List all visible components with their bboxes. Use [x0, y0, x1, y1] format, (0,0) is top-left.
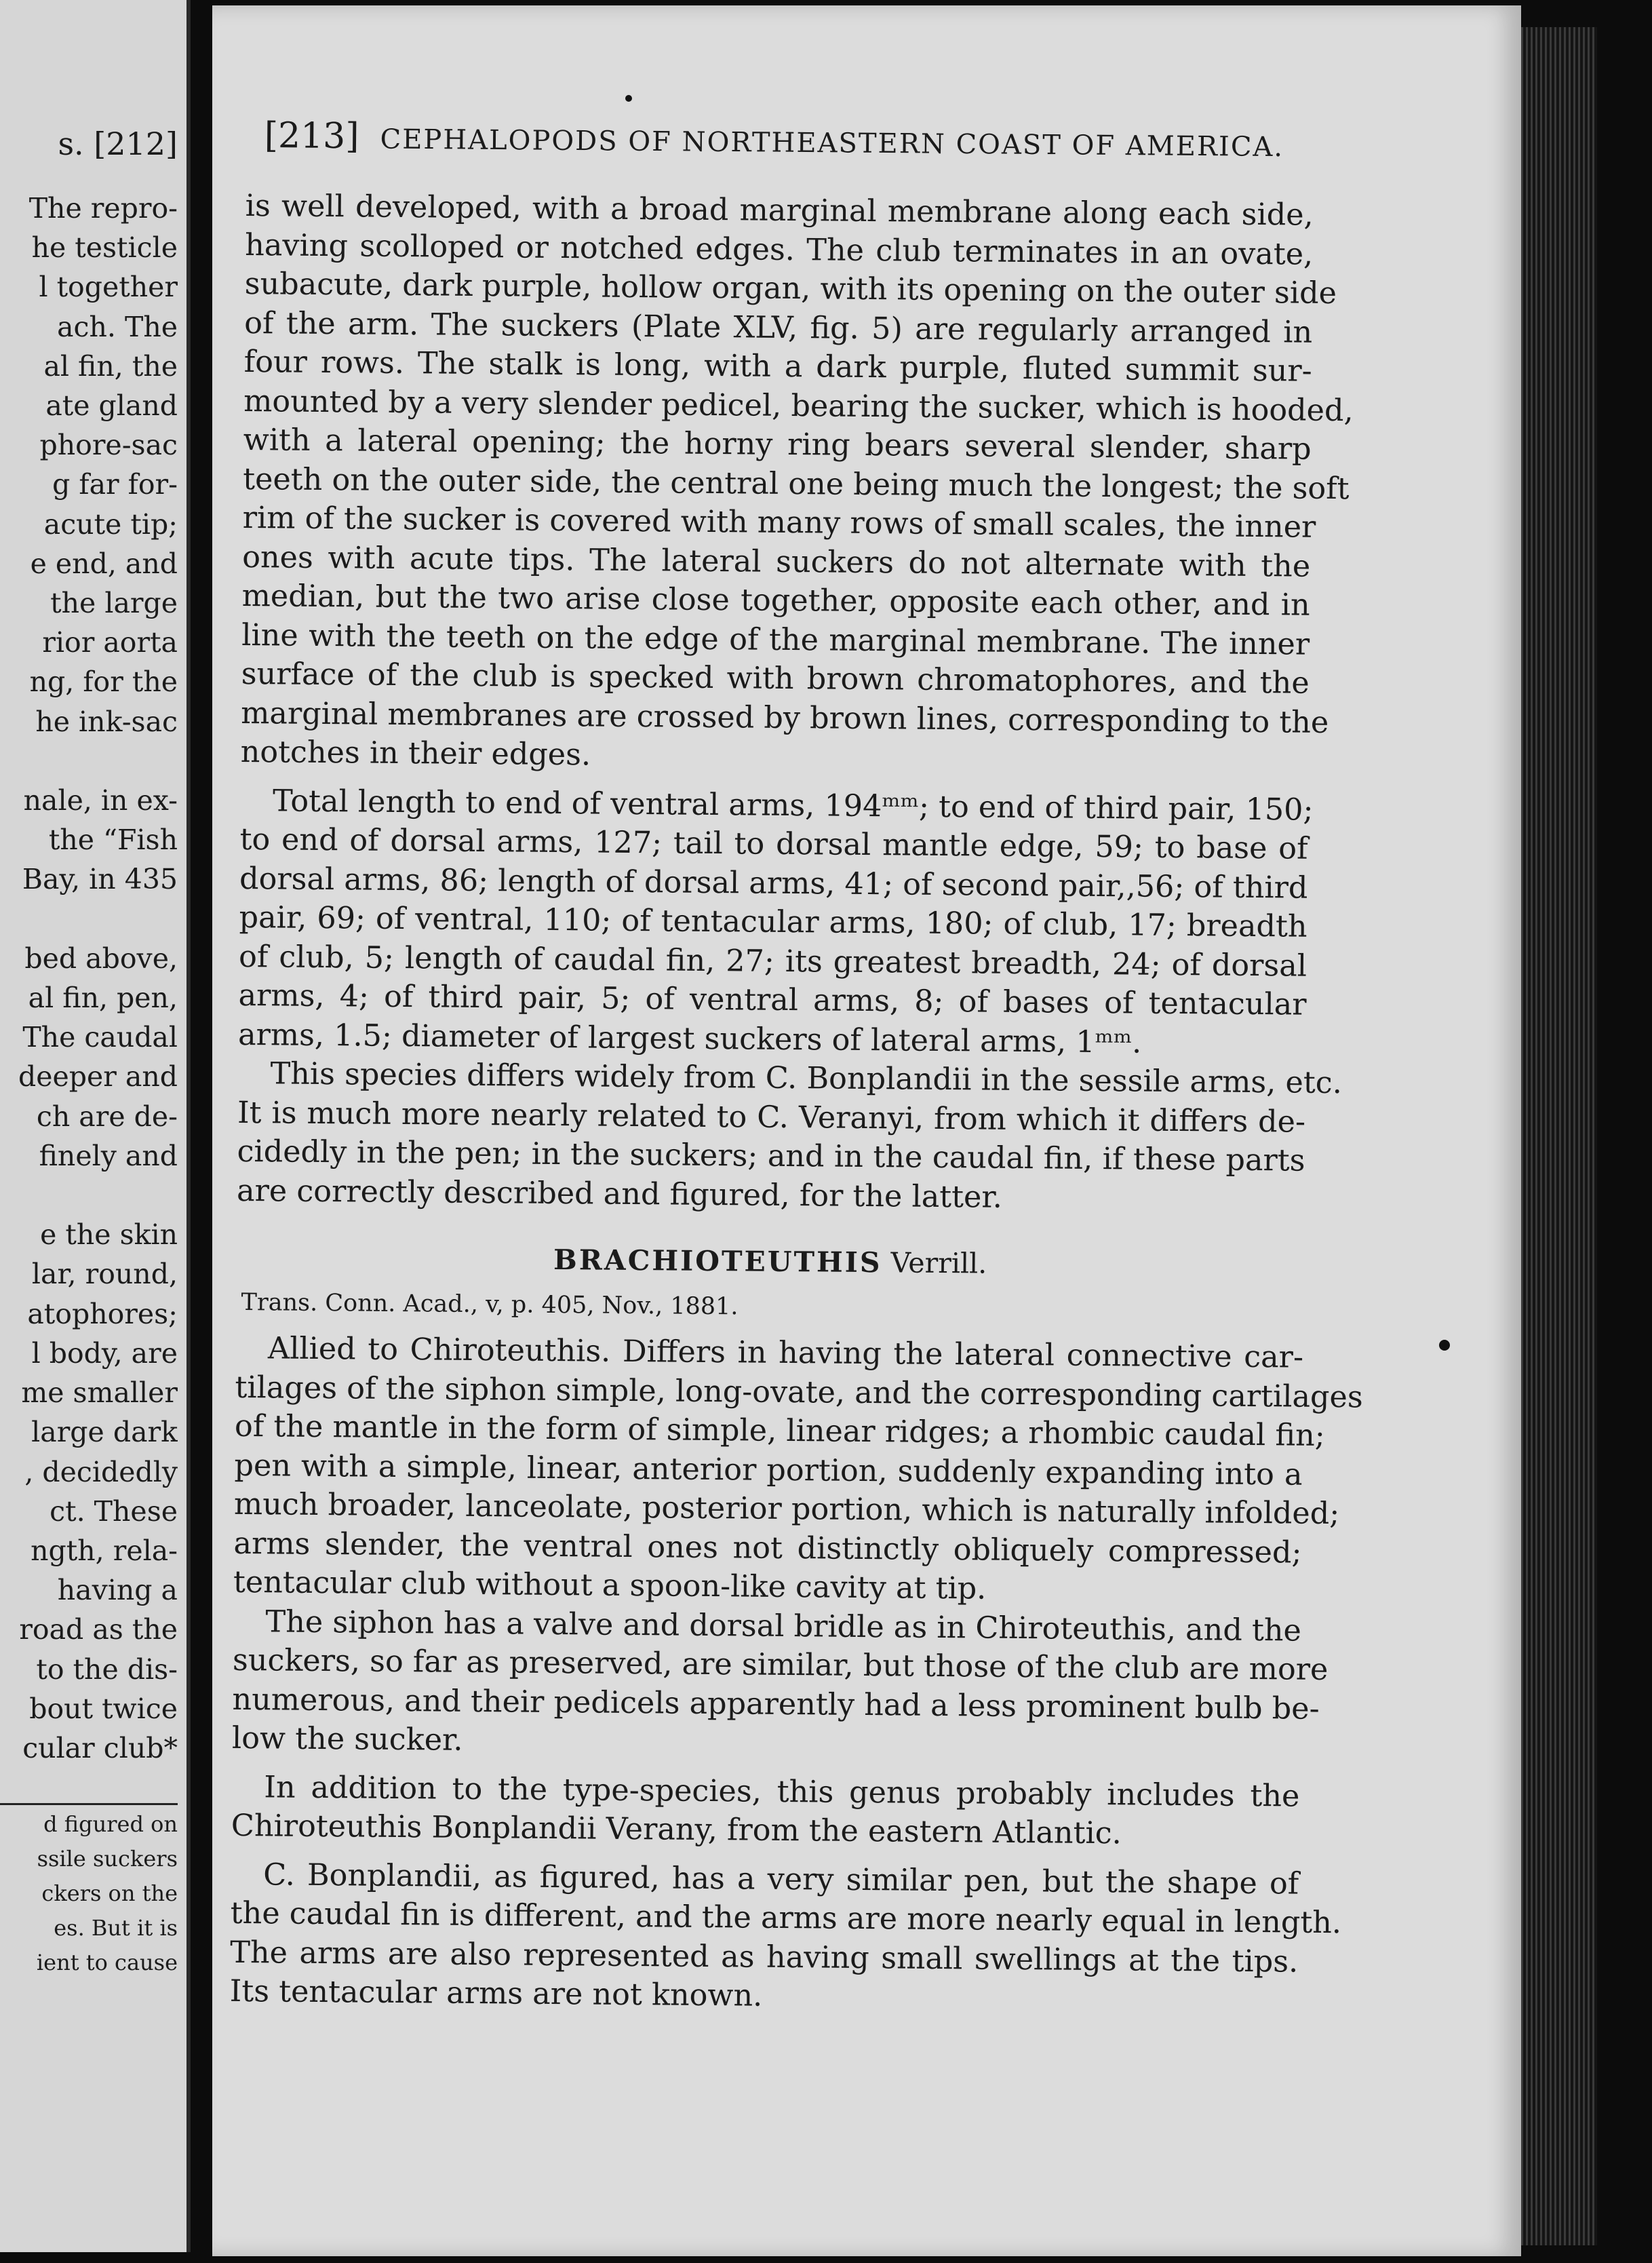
text-line: he ink-sac [35, 705, 178, 738]
text-line: cidedly in the pen; in the suckers; and in the caudal fin, if these parts [237, 1134, 1305, 1178]
text-line: teeth on the outer side, the central one being much the longest; the soft [243, 461, 1350, 506]
text-line: ones with acute tips. The lateral suckers do not alternate with the [242, 539, 1311, 584]
text-line: bout twice [29, 1692, 178, 1725]
paragraph-siphon [231, 1602, 1329, 1767]
text-line: ct. These [50, 1494, 178, 1528]
genus-author: Verrill. [890, 1246, 987, 1280]
paragraph-club-description [240, 187, 1354, 781]
text-line: arms slender, the ventral ones not distinctly obliquely compressed; [233, 1526, 1302, 1570]
text-line: having a [57, 1574, 178, 1607]
text-line: pen with a simple, linear, anterior portion, suddenly expanding into a [234, 1448, 1303, 1492]
text-line: are correctly described and figured, for the latter. [236, 1173, 1003, 1215]
text-line: atophores; [27, 1297, 178, 1330]
text-line: The caudal [22, 1021, 178, 1054]
text-line: e the skin [40, 1218, 178, 1252]
previous-page-header: s. [212] [58, 125, 178, 162]
text-line [0, 1176, 178, 1215]
previous-page-footnotes [0, 1807, 178, 1980]
footnote-line: es. But it is [54, 1915, 178, 1941]
text-line: bed above, [24, 942, 178, 975]
text-line: is well developed, with a broad marginal membrane along each side, [245, 188, 1314, 233]
text-line: to the dis- [36, 1652, 178, 1686]
page-number: [213] [264, 115, 359, 157]
genus-name: BRACHIOTEUTHIS [553, 1243, 882, 1279]
text-line: cular club* [22, 1731, 178, 1764]
previous-page-strip [0, 0, 191, 2252]
text-line: , decidedly [24, 1455, 178, 1488]
text-line: finely and [39, 1139, 178, 1172]
text-line: Its tentacular arms are not known. [229, 1973, 763, 2013]
text-line: mounted by a very slender pedicel, bearing the sucker, which is hooded, [243, 383, 1354, 428]
text-line: low the sucker. [231, 1720, 463, 1758]
text-line: pair, 69; of ventral, 110; of tentacular arms, 180; of club, 17; breadth [239, 900, 1307, 944]
page-edge [1521, 27, 1597, 2245]
text-line: the large [50, 587, 178, 620]
text-line: l body, are [31, 1336, 178, 1370]
text-line: surface of the club is specked with brown chromatophores, and the [241, 656, 1310, 701]
text-line: line with the teeth on the edge of the marginal membrane. The inner [241, 617, 1310, 662]
ink-speck [625, 95, 632, 102]
text-line: The siphon has a valve and dorsal bridle as in Chiroteuthis, and the [265, 1604, 1302, 1648]
text-line: much broader, lanceolate, posterior portion, which is naturally infolded; [233, 1486, 1340, 1532]
text-line: g far for- [52, 468, 178, 501]
footnote-line: ssile suckers [37, 1846, 178, 1872]
text-line: lar, round, [31, 1258, 178, 1291]
text-line: of the arm. The suckers (Plate XLV, fig. 5) are regularly arranged in [244, 305, 1313, 350]
text-line: median, but the two arise close together, opposite each other, and in [241, 578, 1310, 623]
text-line: al fin, pen, [28, 982, 178, 1015]
text-line: ngth, rela- [31, 1534, 178, 1567]
footnote-rule [0, 1803, 178, 1805]
text-line: e end, and [30, 547, 178, 580]
text-line: arms, 1.5; diameter of largest suckers of lateral arms, 1ᵐᵐ. [237, 1017, 1142, 1060]
text-line: the “Fish [48, 824, 178, 857]
text-line: arms, 4; of third pair, 5; of ventral arms, 8; of bases of tentacular [238, 978, 1307, 1022]
text-line: ach. The [57, 310, 178, 343]
text-line: me smaller [21, 1376, 178, 1410]
text-line [0, 741, 178, 781]
running-title: CEPHALOPODS OF NORTHEASTERN COAST OF AMERICA. [380, 123, 1284, 163]
text-line: of the mantle in the form of simple, linear ridges; a rhombic caudal fin; [234, 1408, 1325, 1453]
paragraph-measurements [237, 781, 1314, 1063]
text-line: Allied to Chiroteuthis. Differs in having the lateral connective car- [267, 1331, 1304, 1375]
running-header [264, 115, 1284, 178]
text-line: large dark [31, 1416, 178, 1449]
footnote-line: d figured on [43, 1811, 178, 1837]
text-line: suckers, so far as preserved, are similar, but those of the club are more [232, 1642, 1329, 1688]
text-line: The repro- [28, 192, 178, 225]
text-line: al fin, the [43, 349, 178, 383]
text-line: with a lateral opening; the horny ring bears several slender, sharp [243, 422, 1312, 467]
text-line: deeper and [18, 1060, 178, 1094]
text-line: In addition to the type-species, this genus probably includes the [264, 1769, 1300, 1814]
text-line: marginal membranes are crossed by brown lines, corresponding to the [241, 695, 1329, 740]
text-line: ng, for the [29, 665, 178, 699]
text-line: of club, 5; length of caudal fin, 27; its greatest breadth, 24; of dorsal [238, 939, 1307, 984]
text-line: The arms are also represented as having small swellings at the tips. [230, 1935, 1299, 1979]
text-line: It is much more nearly related to C. Veranyi, from which it differs de- [237, 1095, 1306, 1140]
text-line: ch are de- [36, 1100, 178, 1133]
footnote-line: ckers on the [41, 1880, 178, 1906]
text-line: the caudal fin is different, and the arms are more nearly equal in length. [230, 1895, 1342, 1941]
text-line: nale, in ex- [23, 784, 178, 817]
text-line: subacute, dark purple, hollow organ, with its opening on the outer side [244, 266, 1337, 311]
text-line: acute tip; [43, 507, 178, 541]
text-line: having scolloped or notched edges. The club terminates in an ovate, [245, 227, 1314, 272]
text-line [0, 900, 178, 939]
paragraph-allied [233, 1329, 1363, 1611]
text-line: numerous, and their pedicels apparently had a less prominent bulb be- [232, 1682, 1320, 1726]
text-line: dorsal arms, 86; length of dorsal arms, 41; of second pair,,56; of third [239, 861, 1308, 906]
text-line: rior aorta [42, 626, 178, 659]
text-line: tentacular club without a spoon-like cavity at tip. [233, 1564, 987, 1606]
text-line: C. Bonplandii, as figured, has a very similar pen, but the shape of [263, 1857, 1299, 1901]
previous-page-text [0, 189, 178, 1768]
text-line: l together [39, 271, 178, 304]
text-line: to end of dorsal arms, 127; tail to dorsal mantle edge, 59; to base of [239, 821, 1308, 866]
footnote-line: ient to cause [36, 1950, 178, 1975]
text-line: tilages of the siphon simple, long-ovate, and the corresponding cartilages [235, 1370, 1363, 1414]
text-line: Chiroteuthis Bonplandii Verany, from the eastern Atlantic. [231, 1808, 1122, 1851]
text-line: Bay, in 435 [22, 863, 178, 896]
text-line: four rows. The stalk is long, with a dark purple, fluted summit sur- [243, 344, 1312, 389]
genus-citation: Trans. Conn. Acad., v, p. 405, Nov., 1881. [241, 1289, 739, 1321]
ink-speck [1439, 1340, 1450, 1351]
text-line: he testicle [31, 231, 178, 265]
page-body [229, 187, 1363, 2020]
text-line: rim of the sucker is covered with many rows of small scales, the inner [242, 500, 1316, 545]
text-line: ate gland [45, 389, 178, 423]
paragraph-type-species [231, 1767, 1300, 1855]
text-line: road as the [19, 1613, 178, 1646]
text-line: Total length to end of ventral arms, 194ᵐᵐ; to end of third pair, 150; [272, 783, 1314, 828]
paragraph-bonplandii [229, 1855, 1342, 2020]
text-line: notches in their edges. [240, 734, 591, 773]
text-line: phore-sac [39, 429, 178, 462]
text-line: This species differs widely from C. Bonplandii in the sessile arms, etc. [270, 1056, 1343, 1101]
paragraph-species-comparison [236, 1054, 1343, 1220]
